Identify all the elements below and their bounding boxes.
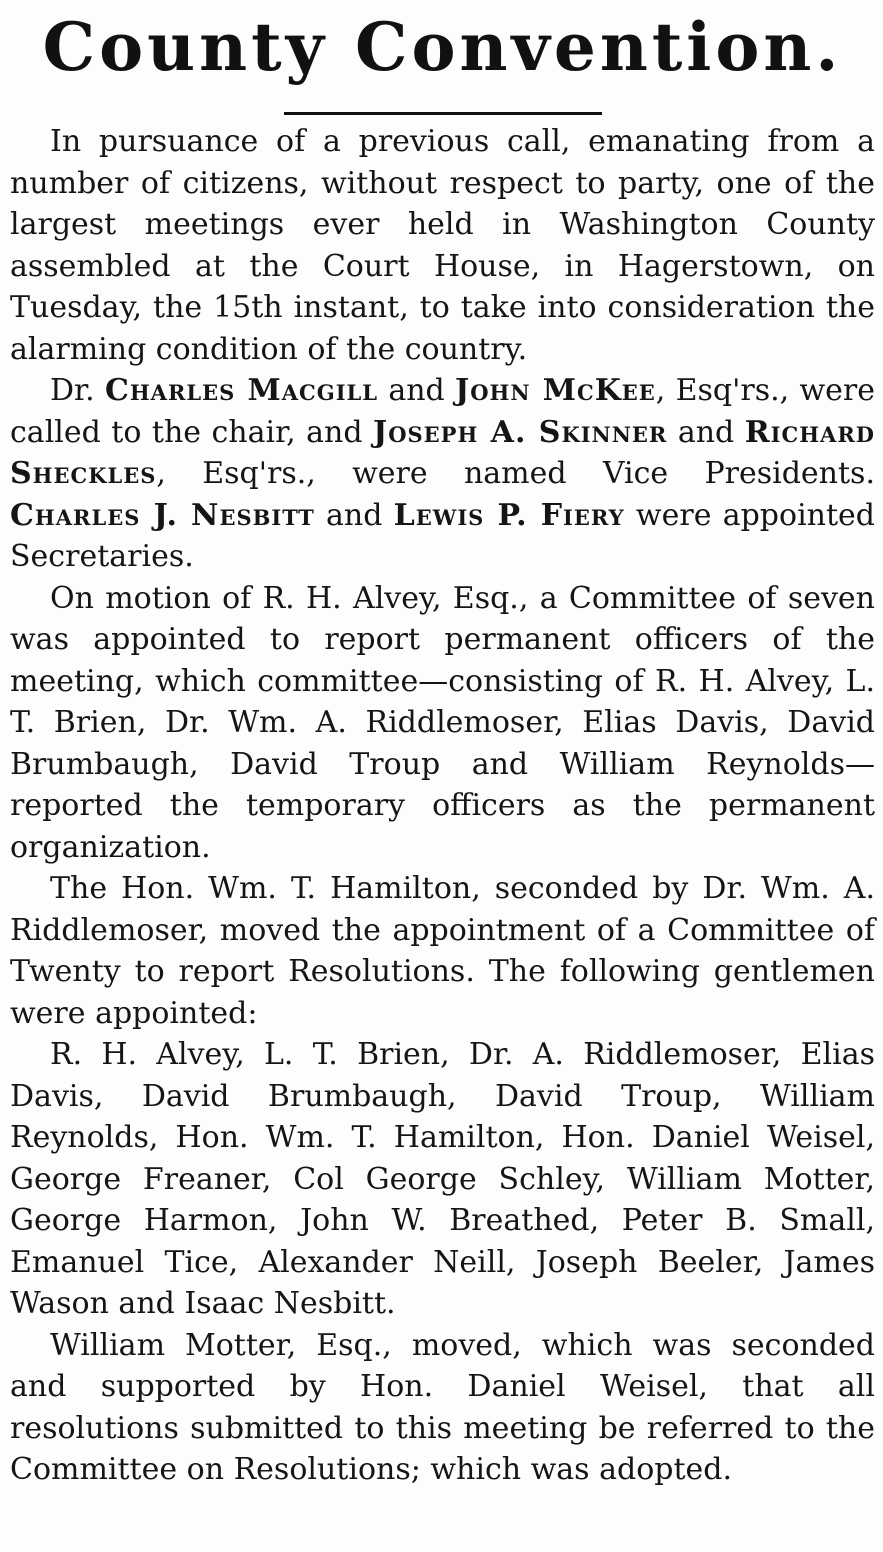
- text-run: were appointed Secretaries.: [10, 497, 875, 574]
- person-name: Joseph A. Skinner: [373, 414, 668, 450]
- text-run: , Esq'rs., were called to the chair, and: [10, 373, 875, 450]
- person-name: John McKee: [455, 373, 656, 408]
- text-run: and: [314, 497, 394, 533]
- text-run: , Esq'rs., were named Vice Presidents.: [156, 456, 875, 491]
- text-run: R. H. Alvey, L. T. Brien, Dr. A. Riddlemoser, Elias Davis, David Brumbaugh, David Troup, William Reynolds, Hon. Wm. T. Hamilton, Hon. Daniel Weisel, George Freaner, Col George Schley, William Motter, George Harmon, John W. Breathed, Peter B. Small, Emanuel Tice, Alexander Neill, Joseph Beeler, James Wason and Isaac Nesbitt.: [10, 1037, 875, 1321]
- article-paragraph: [10, 868, 875, 1034]
- headline-rule: [284, 112, 602, 115]
- article-paragraph: [10, 578, 875, 869]
- text-run: On motion of R. H. Alvey, Esq., a Committee of seven was appointed to report permanent officers of the meeting, which committee—consisting of R. H. Alvey, L. T. Brien, Dr. Wm. A. Riddlemoser, Elias Davis, David Brumbaugh, David Troup and William Reynolds—reported the temporary officers as the permanent organization.: [10, 580, 875, 865]
- person-name: Charles Macgill: [104, 373, 379, 408]
- person-name: Richard Sheckles: [10, 414, 876, 491]
- text-run: and: [378, 373, 456, 408]
- text-run: and: [667, 414, 745, 450]
- article-body: [10, 121, 875, 1491]
- article-paragraph: [10, 1034, 875, 1325]
- person-name: Charles J. Nesbitt: [10, 497, 315, 533]
- article-paragraph: [10, 1325, 875, 1491]
- text-run: The Hon. Wm. T. Hamilton, seconded by Dr. Wm. A. Riddlemoser, moved the appointment of a Committee of Twenty to report Resolutions. The following gentlemen were appointed:: [10, 871, 875, 1031]
- text-run: William Motter, Esq., moved, which was seconded and supported by Hon. Daniel Weisel, that all resolutions submitted to this meeting be referred to the Committee on Resolutions; which was adopted.: [10, 1327, 875, 1487]
- article-paragraph: [10, 370, 875, 578]
- text-run: Dr.: [50, 373, 105, 408]
- person-name: Lewis P. Fiery: [393, 497, 625, 533]
- text-run: In pursuance of a previous call, emanating from a number of citizens, without respect to party, one of the largest meetings ever held in Washington County assembled at the Court House, in Hagerstown, on Tuesday, the 15th instant, to take into consideration the alarming condition of the country.: [10, 124, 875, 367]
- article-paragraph: [10, 121, 875, 370]
- article-headline: County Convention.: [42, 8, 843, 86]
